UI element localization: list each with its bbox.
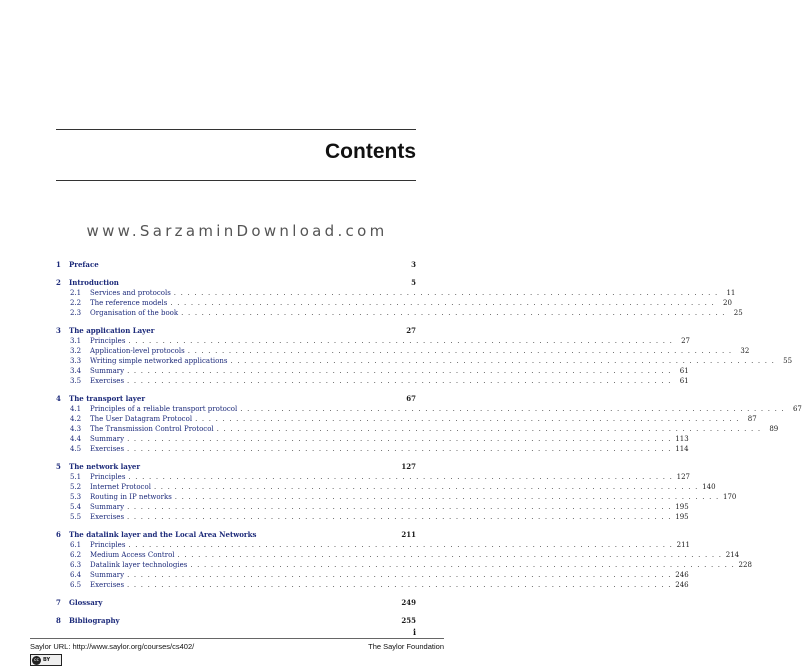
dot-leader: . . . . . . . . . . . . . . . . . . . . . . . . . . . . . . . . . . . . . . . . . . . . . . . . . . . . . . . . . . . . . . . . . . . . . . . . . . . . . . . .: [153, 483, 699, 491]
page-number: i: [412, 627, 416, 637]
toc-entry-page: 211: [401, 530, 416, 539]
toc-section-entry[interactable]: [56, 298, 732, 308]
toc-entry-page: 32: [740, 347, 750, 355]
toc-entry-title: Application-level protocols: [90, 347, 185, 355]
toc-entry-title: Principles of a reliable transport protocol: [90, 405, 238, 413]
toc-section-entry[interactable]: [56, 414, 757, 424]
toc-chapter-block: [56, 394, 802, 454]
footer-rule: [30, 638, 444, 639]
toc-entry-title: Exercises: [90, 377, 125, 385]
toc-section-entry[interactable]: [56, 434, 689, 444]
toc-entry-page: 87: [747, 415, 757, 423]
toc-entry-title: Writing simple networked applications: [90, 357, 228, 365]
toc-entry-title: Summary: [90, 367, 125, 375]
dot-leader: . . . . . . . . . . . . . . . . . . . . . . . . . . . . . . . . . . . . . . . . . . . . . . . . . . . . . . . . . . . . . . . . . . . . . . . . . . . . . . . .: [127, 503, 672, 511]
toc-entry-number: 6.1: [70, 541, 82, 549]
toc-entry-page: 25: [733, 309, 743, 317]
toc-entry-page: 27: [681, 337, 691, 345]
toc-section-entry[interactable]: [56, 424, 779, 434]
toc-entry-number: 5.2: [70, 483, 82, 491]
toc-entry-number: 2.2: [70, 299, 82, 307]
toc-entry-number: 3: [56, 326, 61, 335]
toc-entry-number: 5.3: [70, 493, 82, 501]
toc-entry-number: 4.4: [70, 435, 82, 443]
toc-entry-number: 3.1: [70, 337, 82, 345]
dot-leader: . . . . . . . . . . . . . . . . . . . . . . . . . . . . . . . . . . . . . . . . . . . . . . . . . . . . . . . . . . . . . . . . . . . . . . . . . . . . . . . .: [240, 405, 785, 413]
dot-leader: . . . . . . . . . . . . . . . . . . . . . . . . . . . . . . . . . . . . . . . . . . . . . . . . . . . . . . . . . . . . . . . . . . . . . . . . . . . . . . . .: [127, 377, 672, 385]
toc-section-entry[interactable]: [56, 540, 691, 550]
toc-entry-number: 5: [56, 462, 61, 471]
toc-entry-number: 6.3: [70, 561, 82, 569]
toc-chapter-entry[interactable]: [56, 278, 416, 288]
toc-chapter-block: [56, 616, 416, 626]
toc-chapter-entry[interactable]: [56, 598, 416, 608]
toc-entry-number: 1: [56, 260, 61, 269]
toc-entry-title: Exercises: [90, 445, 125, 453]
toc-entry-title: Routing in IP networks: [90, 493, 172, 501]
toc-entry-page: 11: [726, 289, 736, 297]
toc-entry-number: 3.2: [70, 347, 82, 355]
toc-entry-page: 114: [675, 445, 689, 453]
toc-entry-title: Bibliography: [69, 616, 120, 625]
toc-entry-page: 214: [725, 551, 740, 559]
toc-entry-page: 195: [675, 513, 689, 521]
toc-entry-title: Introduction: [69, 278, 119, 287]
toc-entry-title: Summary: [90, 435, 125, 443]
toc-chapter-entry[interactable]: [56, 462, 416, 472]
toc-chapter-block: [56, 598, 416, 608]
toc-entry-number: 5.1: [70, 473, 82, 481]
toc-entry-title: Principles: [90, 337, 126, 345]
toc-entry-number: 7: [56, 598, 61, 607]
toc-entry-page: 249: [401, 598, 416, 607]
toc-entry-number: 8: [56, 616, 61, 625]
toc-entry-title: The application Layer: [69, 326, 155, 335]
dot-leader: . . . . . . . . . . . . . . . . . . . . . . . . . . . . . . . . . . . . . . . . . . . . . . . . . . . . . . . . . . . . . . . . . . . . . . . . . . . . . . . .: [127, 571, 672, 579]
toc-section-entry[interactable]: [56, 502, 689, 512]
toc-section-entry[interactable]: [56, 308, 743, 318]
top-rule: [56, 129, 416, 130]
dot-leader: . . . . . . . . . . . . . . . . . . . . . . . . . . . . . . . . . . . . . . . . . . . . . . . . . . . . . . . . . . . . . . . . . . . . . . . . . . . . . . . .: [127, 367, 672, 375]
toc-entry-page: 228: [738, 561, 752, 569]
toc-entry-page: 27: [406, 326, 416, 335]
toc-entry-number: 2.3: [70, 309, 82, 317]
toc-entry-title: The reference models: [90, 299, 168, 307]
toc-section-entry[interactable]: [56, 472, 691, 482]
toc-entry-page: 255: [401, 616, 416, 625]
table-of-contents: [56, 252, 802, 626]
toc-entry-title: Exercises: [90, 581, 125, 589]
toc-entry-title: Datalink layer technologies: [90, 561, 188, 569]
toc-section-entry[interactable]: [56, 512, 689, 522]
toc-section-entry[interactable]: [56, 336, 691, 346]
toc-entry-title: The Transmission Control Protocol: [90, 425, 214, 433]
toc-chapter-entry[interactable]: [56, 326, 416, 336]
dot-leader: . . . . . . . . . . . . . . . . . . . . . . . . . . . . . . . . . . . . . . . . . . . . . . . . . . . . . . . . . . . . . . . . . . . . . . . . . . . . . . . .: [177, 551, 723, 559]
title-underline-rule: [56, 180, 416, 181]
toc-entry-number: 6.5: [70, 581, 82, 589]
toc-entry-page: 246: [675, 581, 689, 589]
toc-entry-page: 67: [792, 405, 802, 413]
dot-leader: . . . . . . . . . . . . . . . . . . . . . . . . . . . . . . . . . . . . . . . . . . . . . . . . . . . . . . . . . . . . . . . . . . . . . . . . . . . . . . . .: [128, 541, 674, 549]
toc-chapter-block: [56, 530, 752, 590]
toc-entry-title: Preface: [69, 260, 99, 269]
toc-entry-page: 20: [723, 299, 732, 307]
toc-entry-number: 6: [56, 530, 61, 539]
toc-section-entry[interactable]: [56, 404, 802, 414]
dot-leader: . . . . . . . . . . . . . . . . . . . . . . . . . . . . . . . . . . . . . . . . . . . . . . . . . . . . . . . . . . . . . . . . . . . . . . . . . . . . . . . .: [173, 289, 719, 297]
toc-entry-number: 5.4: [70, 503, 82, 511]
cc-icon: cc: [32, 656, 41, 665]
toc-chapter-entry[interactable]: [56, 260, 416, 270]
toc-section-entry[interactable]: [56, 560, 752, 570]
toc-chapter-entry[interactable]: [56, 530, 416, 540]
toc-entry-number: 4.2: [70, 415, 82, 423]
toc-entry-number: 5.5: [70, 513, 82, 521]
footer-organization: The Saylor Foundation: [368, 642, 444, 651]
toc-entry-page: 61: [679, 367, 689, 375]
toc-entry-number: 2.1: [70, 289, 82, 297]
toc-entry-number: 6.2: [70, 551, 82, 559]
creative-commons-license-icon[interactable]: [30, 654, 62, 666]
toc-chapter-block: [56, 260, 416, 270]
dot-leader: . . . . . . . . . . . . . . . . . . . . . . . . . . . . . . . . . . . . . . . . . . . . . . . . . . . . . . . . . . . . . . . . . . . . . . . . . . . . . . . .: [127, 513, 672, 521]
toc-section-entry[interactable]: [56, 376, 689, 386]
dot-leader: . . . . . . . . . . . . . . . . . . . . . . . . . . . . . . . . . . . . . . . . . . . . . . . . . . . . . . . . . . . . . . . . . . . . . . . . . . . . . . . .: [170, 299, 715, 307]
dot-leader: . . . . . . . . . . . . . . . . . . . . . . . . . . . . . . . . . . . . . . . . . . . . . . . . . . . . . . . . . . . . . . . . . . . . . . . . . . . . . . . .: [187, 347, 733, 355]
toc-chapter-block: [56, 462, 737, 522]
watermark-text: www.SarzaminDownload.com: [86, 222, 388, 240]
toc-entry-title: Summary: [90, 503, 125, 511]
toc-section-entry[interactable]: [56, 366, 689, 376]
toc-entry-number: 4.3: [70, 425, 82, 433]
toc-entry-title: Exercises: [90, 513, 125, 521]
dot-leader: . . . . . . . . . . . . . . . . . . . . . . . . . . . . . . . . . . . . . . . . . . . . . . . . . . . . . . . . . . . . . . . . . . . . . . . . . . . . . . . .: [174, 493, 720, 501]
dot-leader: . . . . . . . . . . . . . . . . . . . . . . . . . . . . . . . . . . . . . . . . . . . . . . . . . . . . . . . . . . . . . . . . . . . . . . . . . . . . . . . .: [190, 561, 735, 569]
toc-section-entry[interactable]: [56, 570, 689, 580]
toc-section-entry[interactable]: [56, 346, 750, 356]
toc-section-entry[interactable]: [56, 550, 740, 560]
dot-leader: . . . . . . . . . . . . . . . . . . . . . . . . . . . . . . . . . . . . . . . . . . . . . . . . . . . . . . . . . . . . . . . . . . . . . . . . . . . . . . . .: [230, 357, 776, 365]
toc-entry-title: The transport layer: [69, 394, 146, 403]
toc-section-entry[interactable]: [56, 482, 716, 492]
toc-entry-title: Services and protocols: [90, 289, 171, 297]
toc-entry-page: 55: [783, 357, 793, 365]
toc-chapter-entry[interactable]: [56, 394, 416, 404]
toc-entry-title: Principles: [90, 541, 126, 549]
toc-entry-title: The datalink layer and the Local Area Networks: [69, 530, 257, 539]
toc-entry-title: Medium Access Control: [90, 551, 175, 559]
toc-entry-page: 127: [676, 473, 691, 481]
toc-entry-page: 67: [406, 394, 416, 403]
by-label: BY: [43, 657, 51, 663]
dot-leader: . . . . . . . . . . . . . . . . . . . . . . . . . . . . . . . . . . . . . . . . . . . . . . . . . . . . . . . . . . . . . . . . . . . . . . . . . . . . . . . .: [128, 473, 674, 481]
toc-entry-page: 89: [769, 425, 779, 433]
toc-entry-number: 4: [56, 394, 61, 403]
page-title: Contents: [325, 140, 416, 163]
toc-entry-page: 61: [679, 377, 689, 385]
toc-section-entry[interactable]: [56, 444, 689, 454]
dot-leader: . . . . . . . . . . . . . . . . . . . . . . . . . . . . . . . . . . . . . . . . . . . . . . . . . . . . . . . . . . . . . . . . . . . . . . . . . . . . . . . .: [127, 445, 672, 453]
dot-leader: . . . . . . . . . . . . . . . . . . . . . . . . . . . . . . . . . . . . . . . . . . . . . . . . . . . . . . . . . . . . . . . . . . . . . . . . . . . . . . . .: [181, 309, 726, 317]
toc-entry-page: 195: [675, 503, 689, 511]
toc-entry-page: 3: [411, 260, 416, 269]
dot-leader: . . . . . . . . . . . . . . . . . . . . . . . . . . . . . . . . . . . . . . . . . . . . . . . . . . . . . . . . . . . . . . . . . . . . . . . . . . . . . . . .: [128, 337, 674, 345]
toc-entry-page: 113: [675, 435, 689, 443]
toc-entry-page: 211: [676, 541, 691, 549]
toc-chapter-block: [56, 326, 793, 386]
toc-entry-title: The User Datagram Protocol: [90, 415, 193, 423]
toc-entry-page: 170: [723, 493, 737, 501]
dot-leader: . . . . . . . . . . . . . . . . . . . . . . . . . . . . . . . . . . . . . . . . . . . . . . . . . . . . . . . . . . . . . . . . . . . . . . . . . . . . . . . .: [127, 581, 672, 589]
toc-entry-number: 3.3: [70, 357, 82, 365]
toc-section-entry[interactable]: [56, 356, 793, 366]
toc-entry-page: 5: [411, 278, 416, 287]
toc-entry-title: Organisation of the book: [90, 309, 179, 317]
toc-entry-number: 3.5: [70, 377, 82, 385]
toc-entry-title: Summary: [90, 571, 125, 579]
toc-entry-number: 4.5: [70, 445, 82, 453]
toc-section-entry[interactable]: [56, 288, 736, 298]
dot-leader: . . . . . . . . . . . . . . . . . . . . . . . . . . . . . . . . . . . . . . . . . . . . . . . . . . . . . . . . . . . . . . . . . . . . . . . . . . . . . . . .: [127, 435, 672, 443]
toc-entry-title: Principles: [90, 473, 126, 481]
toc-entry-number: 2: [56, 278, 61, 287]
toc-entry-page: 246: [675, 571, 689, 579]
toc-chapter-entry[interactable]: [56, 616, 416, 626]
dot-leader: . . . . . . . . . . . . . . . . . . . . . . . . . . . . . . . . . . . . . . . . . . . . . . . . . . . . . . . . . . . . . . . . . . . . . . . . . . . . . . . .: [195, 415, 740, 423]
toc-section-entry[interactable]: [56, 492, 737, 502]
toc-entry-title: Internet Protocol: [90, 483, 151, 491]
toc-entry-number: 3.4: [70, 367, 82, 375]
toc-chapter-block: [56, 278, 743, 318]
toc-section-entry[interactable]: [56, 580, 689, 590]
toc-entry-number: 4.1: [70, 405, 82, 413]
footer-url[interactable]: Saylor URL: http://www.saylor.org/courses/cs402/: [30, 642, 195, 651]
toc-entry-page: 140: [702, 483, 716, 491]
dot-leader: . . . . . . . . . . . . . . . . . . . . . . . . . . . . . . . . . . . . . . . . . . . . . . . . . . . . . . . . . . . . . . . . . . . . . . . . . . . . . . . .: [216, 425, 762, 433]
toc-entry-title: Glossary: [69, 598, 103, 607]
toc-entry-page: 127: [401, 462, 416, 471]
toc-entry-number: 6.4: [70, 571, 82, 579]
toc-entry-title: The network layer: [69, 462, 141, 471]
